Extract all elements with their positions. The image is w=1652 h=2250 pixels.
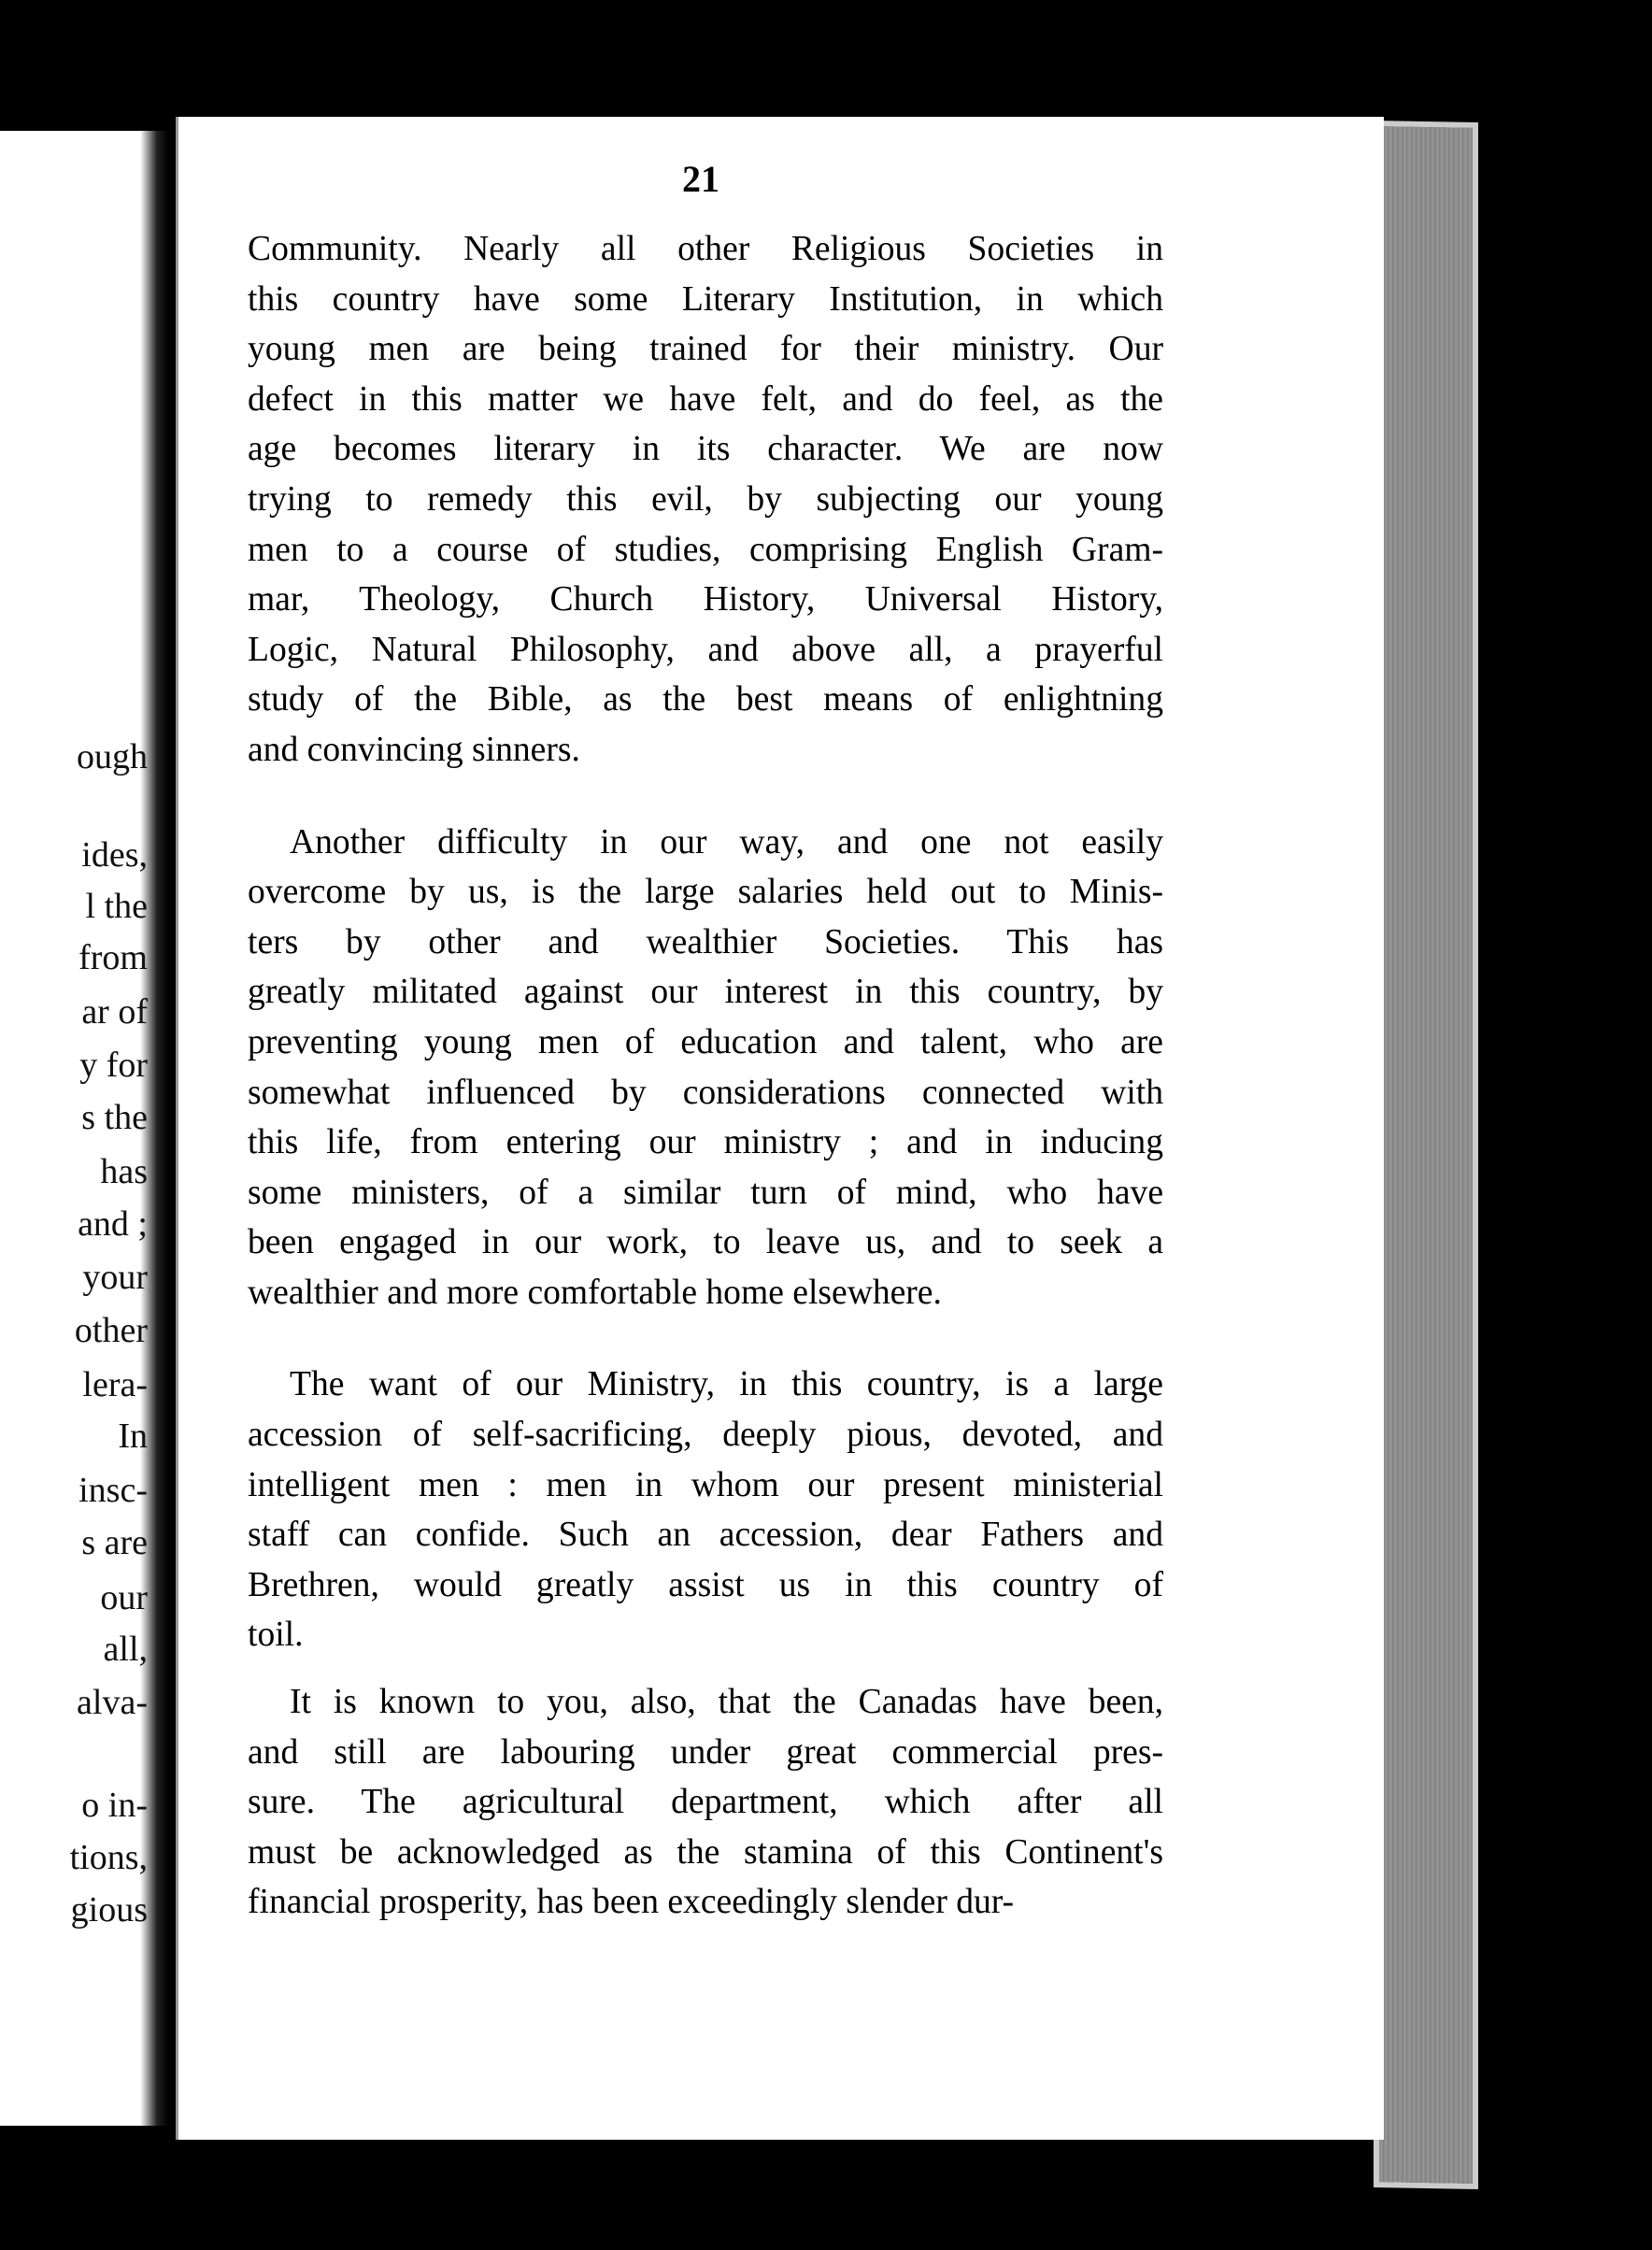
text-line: financial prosperity, has been exceedingly slender dur- [248,1883,1015,1922]
paragraph-gap [248,1317,1163,1360]
paragraph [248,1677,1163,1928]
text-line: young men are being trained for their ministry. Our [248,330,1163,369]
text-line: study of the Bible, as the best means of enlightning [248,680,1163,719]
text-line: age becomes literary in its character. We are now [248,430,1163,469]
page-number: 21 [682,158,719,200]
previous-page-line: your [82,1258,148,1297]
text-line: this country have some Literary Institution, in which [248,279,1163,319]
paragraph [248,818,1163,1318]
text-line: accession of self-sacrificing, deeply pious, devoted, and [248,1416,1163,1455]
text-line: intelligent men : men in whom our present ministerial [248,1465,1163,1504]
text-line: men to a course of studies, comprising English Gram- [248,530,1163,569]
text-line: been engaged in our work, to leave us, and to seek a [248,1223,1163,1262]
previous-page-line: lera- [82,1365,148,1404]
text-line: mar, Theology, Church History, Universal History, [248,580,1163,619]
text-line: toil. [248,1616,304,1655]
text-line: Another difficulty in our way, and one not easily [290,822,1163,862]
previous-page-line: gious [70,1890,148,1930]
text-line: defect in this matter we have felt, and do feel, as the [248,379,1163,419]
text-line: ters by other and wealthier Societies. This has [248,922,1163,961]
previous-page-line: and ; [78,1204,148,1244]
paragraph-gap [248,1660,1163,1677]
previous-page-line: tions, [69,1838,148,1877]
text-line: and still are labouring under great commercial pres- [248,1732,1163,1772]
text-line: somewhat influenced by considerations connected with [248,1073,1163,1112]
text-line: must be acknowledged as the stamina of this Continent's [248,1832,1163,1872]
text-line: preventing young men of education and talent, who are [248,1022,1163,1061]
previous-page-line: o in- [81,1786,148,1825]
previous-page-line: from [78,938,148,977]
paragraph-gap [248,776,1163,818]
previous-page-line: ar of [81,992,148,1032]
text-line: wealthier and more comfortable home elsewhere. [248,1273,942,1312]
previous-page-line: alva- [77,1683,148,1722]
text-line: The want of our Ministry, in this country, is a large [290,1365,1163,1404]
text-line: Community. Nearly all other Religious Societies in [248,230,1163,268]
paragraph [248,224,1163,776]
previous-page-line: s are [81,1523,148,1562]
text-line: sure. The agricultural department, which after all [248,1783,1163,1822]
text-line: staff can confide. Such an accession, dear Fathers and [248,1516,1163,1555]
previous-page-line: s the [81,1098,148,1137]
page-body [248,224,1163,1928]
previous-page-line: insc- [78,1471,148,1510]
text-line: overcome by us, is the large salaries held out to Minis- [248,873,1163,912]
text-line: and convincing sinners. [248,730,580,769]
previous-page-line: all, [103,1630,148,1669]
text-line: this life, from entering our ministry ; and in inducing [248,1123,1163,1162]
text-line: Brethren, would greatly assist us in this country of [248,1565,1163,1604]
previous-page-line: ough [77,737,148,776]
text-line: greatly militated against our interest in this country, by [248,973,1163,1012]
previous-page-line: ides, [81,835,148,875]
previous-page-line: In [118,1417,148,1456]
previous-page-line: has [100,1152,148,1191]
text-line: trying to remedy this evil, by subjecting our young [248,479,1163,519]
previous-page-line: y for [79,1046,148,1085]
previous-page-line: our [100,1578,148,1617]
previous-page-line: other [74,1311,148,1350]
text-line: some ministers, of a similar turn of mind, who have [248,1173,1163,1212]
text-line: It is known to you, also, that the Canadas have been, [290,1683,1163,1722]
paragraph [248,1360,1163,1660]
previous-page-line: l the [85,887,148,926]
text-line: Logic, Natural Philosophy, and above all, a prayerful [248,630,1163,669]
book-cover-edge [1374,121,1478,2189]
